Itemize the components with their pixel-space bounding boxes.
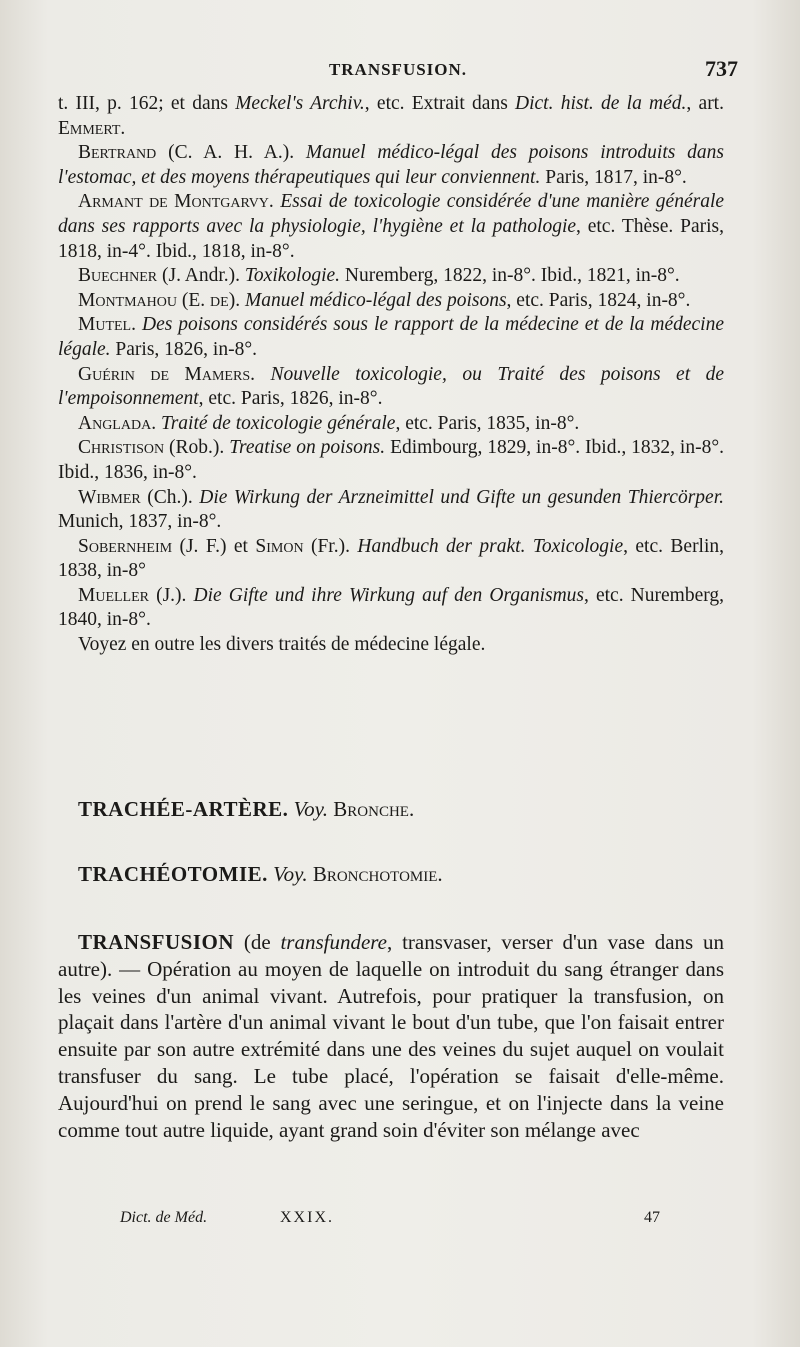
heading-reference: Bronche.	[333, 797, 415, 821]
entry-text: .	[268, 191, 281, 213]
entry-text: Munich, 1837, in-8°.	[58, 511, 222, 533]
footer-volume: XXIX.	[280, 1209, 334, 1226]
bibliography-entry	[58, 190, 724, 264]
article-etym-word: transfundere	[280, 930, 388, 954]
entry-title-italic: Nouvelle toxicologie, ou Traité des poisons et de l'empoisonnement	[58, 363, 725, 410]
entry-text: .	[120, 117, 126, 139]
entry-text: ).	[228, 289, 245, 311]
entry-title-italic: Meckel's Archiv.	[235, 93, 365, 114]
entry-title-italic: Des poisons considérés sous le rapport de la médecine et de la médecine légale.	[58, 314, 725, 360]
bibliography-continuation	[58, 92, 724, 141]
heading-voy: Voy.	[273, 862, 308, 886]
entry-author: Buechner	[78, 265, 158, 287]
entry-title-italic: Handbuch der prakt. Toxicologie	[357, 535, 624, 557]
entry-text: .	[151, 412, 161, 434]
entry-author: Anglada	[78, 412, 152, 434]
entry-author: Emmert	[58, 117, 121, 139]
bibliography-list	[58, 92, 724, 658]
running-title: TRANSFUSION.	[328, 60, 468, 79]
bibliography-entry	[58, 412, 724, 437]
entry-text: Nuremberg, 1822, in-8°. Ibid., 1821, in-8°.	[340, 265, 680, 287]
entry-text: .	[131, 314, 142, 336]
entry-text: (Rob.).	[164, 437, 230, 459]
bibliography-entry	[58, 289, 724, 314]
entry-text: (Ch.).	[140, 486, 200, 508]
entry-author: Christison	[78, 437, 165, 459]
entry-author: Montmahou	[78, 289, 178, 311]
entry-text: (J.).	[149, 584, 194, 606]
article-etym-open: (de	[234, 930, 281, 954]
entry-title-italic: Essai de toxicologie considérée d'une manière générale dans ses rapports avec la physiologie, l'hygiène et la pathologie	[58, 191, 725, 237]
entry-title-italic: Manuel médico-légal des poisons	[244, 289, 507, 311]
heading-trachee-artere	[78, 797, 414, 822]
entry-author: Bertrand	[78, 142, 157, 164]
entry-text: , etc. Paris, 1824, in-8°.	[506, 289, 691, 311]
entry-author: Guérin de Mamers	[78, 363, 251, 385]
heading-tracheotomie	[78, 862, 443, 887]
entry-author: Mutel	[78, 314, 132, 336]
entry-text: , etc. Thèse. Paris, 1818, in-4°. Ibid., 1818, in-8°.	[58, 215, 724, 262]
entry-text: , art.	[686, 93, 724, 114]
page-number: 737	[705, 56, 738, 81]
bibliography-entry	[58, 584, 724, 633]
running-head	[58, 56, 738, 86]
entry-title-italic: Dict. hist. de la méd.	[515, 93, 687, 114]
bibliography-entry	[58, 486, 724, 535]
entry-title-italic: Toxikologie.	[244, 265, 341, 287]
entry-title-italic: Die Wirkung der Arzneimittel und Gifte un gesunden Thiercörper.	[199, 486, 724, 508]
entry-text: , etc. Berlin, 1838, in-8°	[58, 535, 725, 582]
entry-title-italic: Traité de toxicologie générale	[160, 412, 396, 434]
bibliography-entry	[58, 313, 724, 362]
entry-text: (E.	[177, 289, 211, 311]
heading-term: TRACHÉOTOMIE.	[78, 862, 268, 886]
entry-text: Paris, 1826, in-8°.	[110, 338, 257, 360]
bibliography-entry	[58, 633, 724, 658]
article-paragraph	[58, 929, 724, 1143]
entry-text: .	[250, 363, 271, 385]
entry-text: Paris, 1817, in-8°.	[540, 166, 687, 188]
page-footer	[120, 1209, 660, 1231]
heading-voy: Voy.	[293, 797, 329, 821]
bibliography-entry	[58, 264, 724, 289]
entry-author: Wibmer	[78, 486, 141, 508]
entry-author: Armant de Montgarvy	[78, 191, 269, 213]
article-body: , transvaser, verser d'un vase dans un autre). — Opération au moyen de laquelle on introduit du sang étranger dans les veines d'un animal vivant. Autrefois, pour pratiquer la transfusion, on plaçait dans l'artère d'un animal vivant le bout d'un tube, que l'on faisait entrer ensuite par son autre extrémité dans une des veines du sujet auquel on voulait transfuser du sang. Le tube placé, l'opération se faisait d'elle-même. Aujourd'hui on prend le sang avec une seringue, et on l'injecte dans la veine comme tout autre liquide, ayant grand soin d'éviter son mélange avec	[58, 930, 724, 1142]
heading-term: TRACHÉE-ARTÈRE.	[78, 797, 289, 821]
bibliography-entry	[58, 141, 724, 190]
entry-text: , etc. Paris, 1826, in-8°.	[198, 388, 383, 410]
entry-text: Edimbourg, 1829, in-8°. Ibid., 1832, in-8°. Ibid., 1836, in-8°.	[58, 437, 725, 483]
entry-author: Mueller	[78, 584, 149, 606]
bibliography-entry	[58, 363, 724, 412]
footer-sheet-number: 47	[644, 1209, 660, 1226]
bibliography-entry	[58, 436, 724, 485]
article-term: TRANSFUSION	[78, 930, 235, 954]
entry-author: Sobernheim	[78, 535, 173, 557]
entry-text: t. III, p. 162; et dans	[58, 93, 236, 114]
entry-author: Simon	[255, 535, 304, 557]
entry-text: (J. Andr.).	[157, 265, 245, 287]
entry-text: (C. A. H. A.).	[156, 142, 306, 164]
entry-title-italic: Treatise on poisons.	[229, 437, 386, 459]
heading-reference: Bronchotomie.	[312, 862, 443, 886]
bibliography-entry	[58, 535, 724, 584]
article-transfusion	[58, 929, 724, 1143]
entry-title-italic: Manuel médico-légal des poisons introduits dans l'estomac, et des moyens thérapeutiques qui leur conviennent.	[58, 142, 724, 188]
footer-signature: Dict. de Méd.	[120, 1209, 208, 1226]
entry-text: , etc. Nuremberg, 1840, in-8°.	[58, 584, 724, 631]
entry-text: Voyez en outre les divers traités de médecine légale.	[78, 634, 486, 656]
entry-title-italic: Die Gifte und ihre Wirkung auf den Organismus	[193, 584, 585, 606]
entry-author: de	[210, 289, 229, 311]
entry-text: (J. F.) et	[172, 535, 256, 557]
entry-text: , etc. Extrait dans	[364, 93, 516, 114]
entry-text: (Fr.).	[303, 535, 358, 557]
entry-text: , etc. Paris, 1835, in-8°.	[395, 412, 580, 434]
